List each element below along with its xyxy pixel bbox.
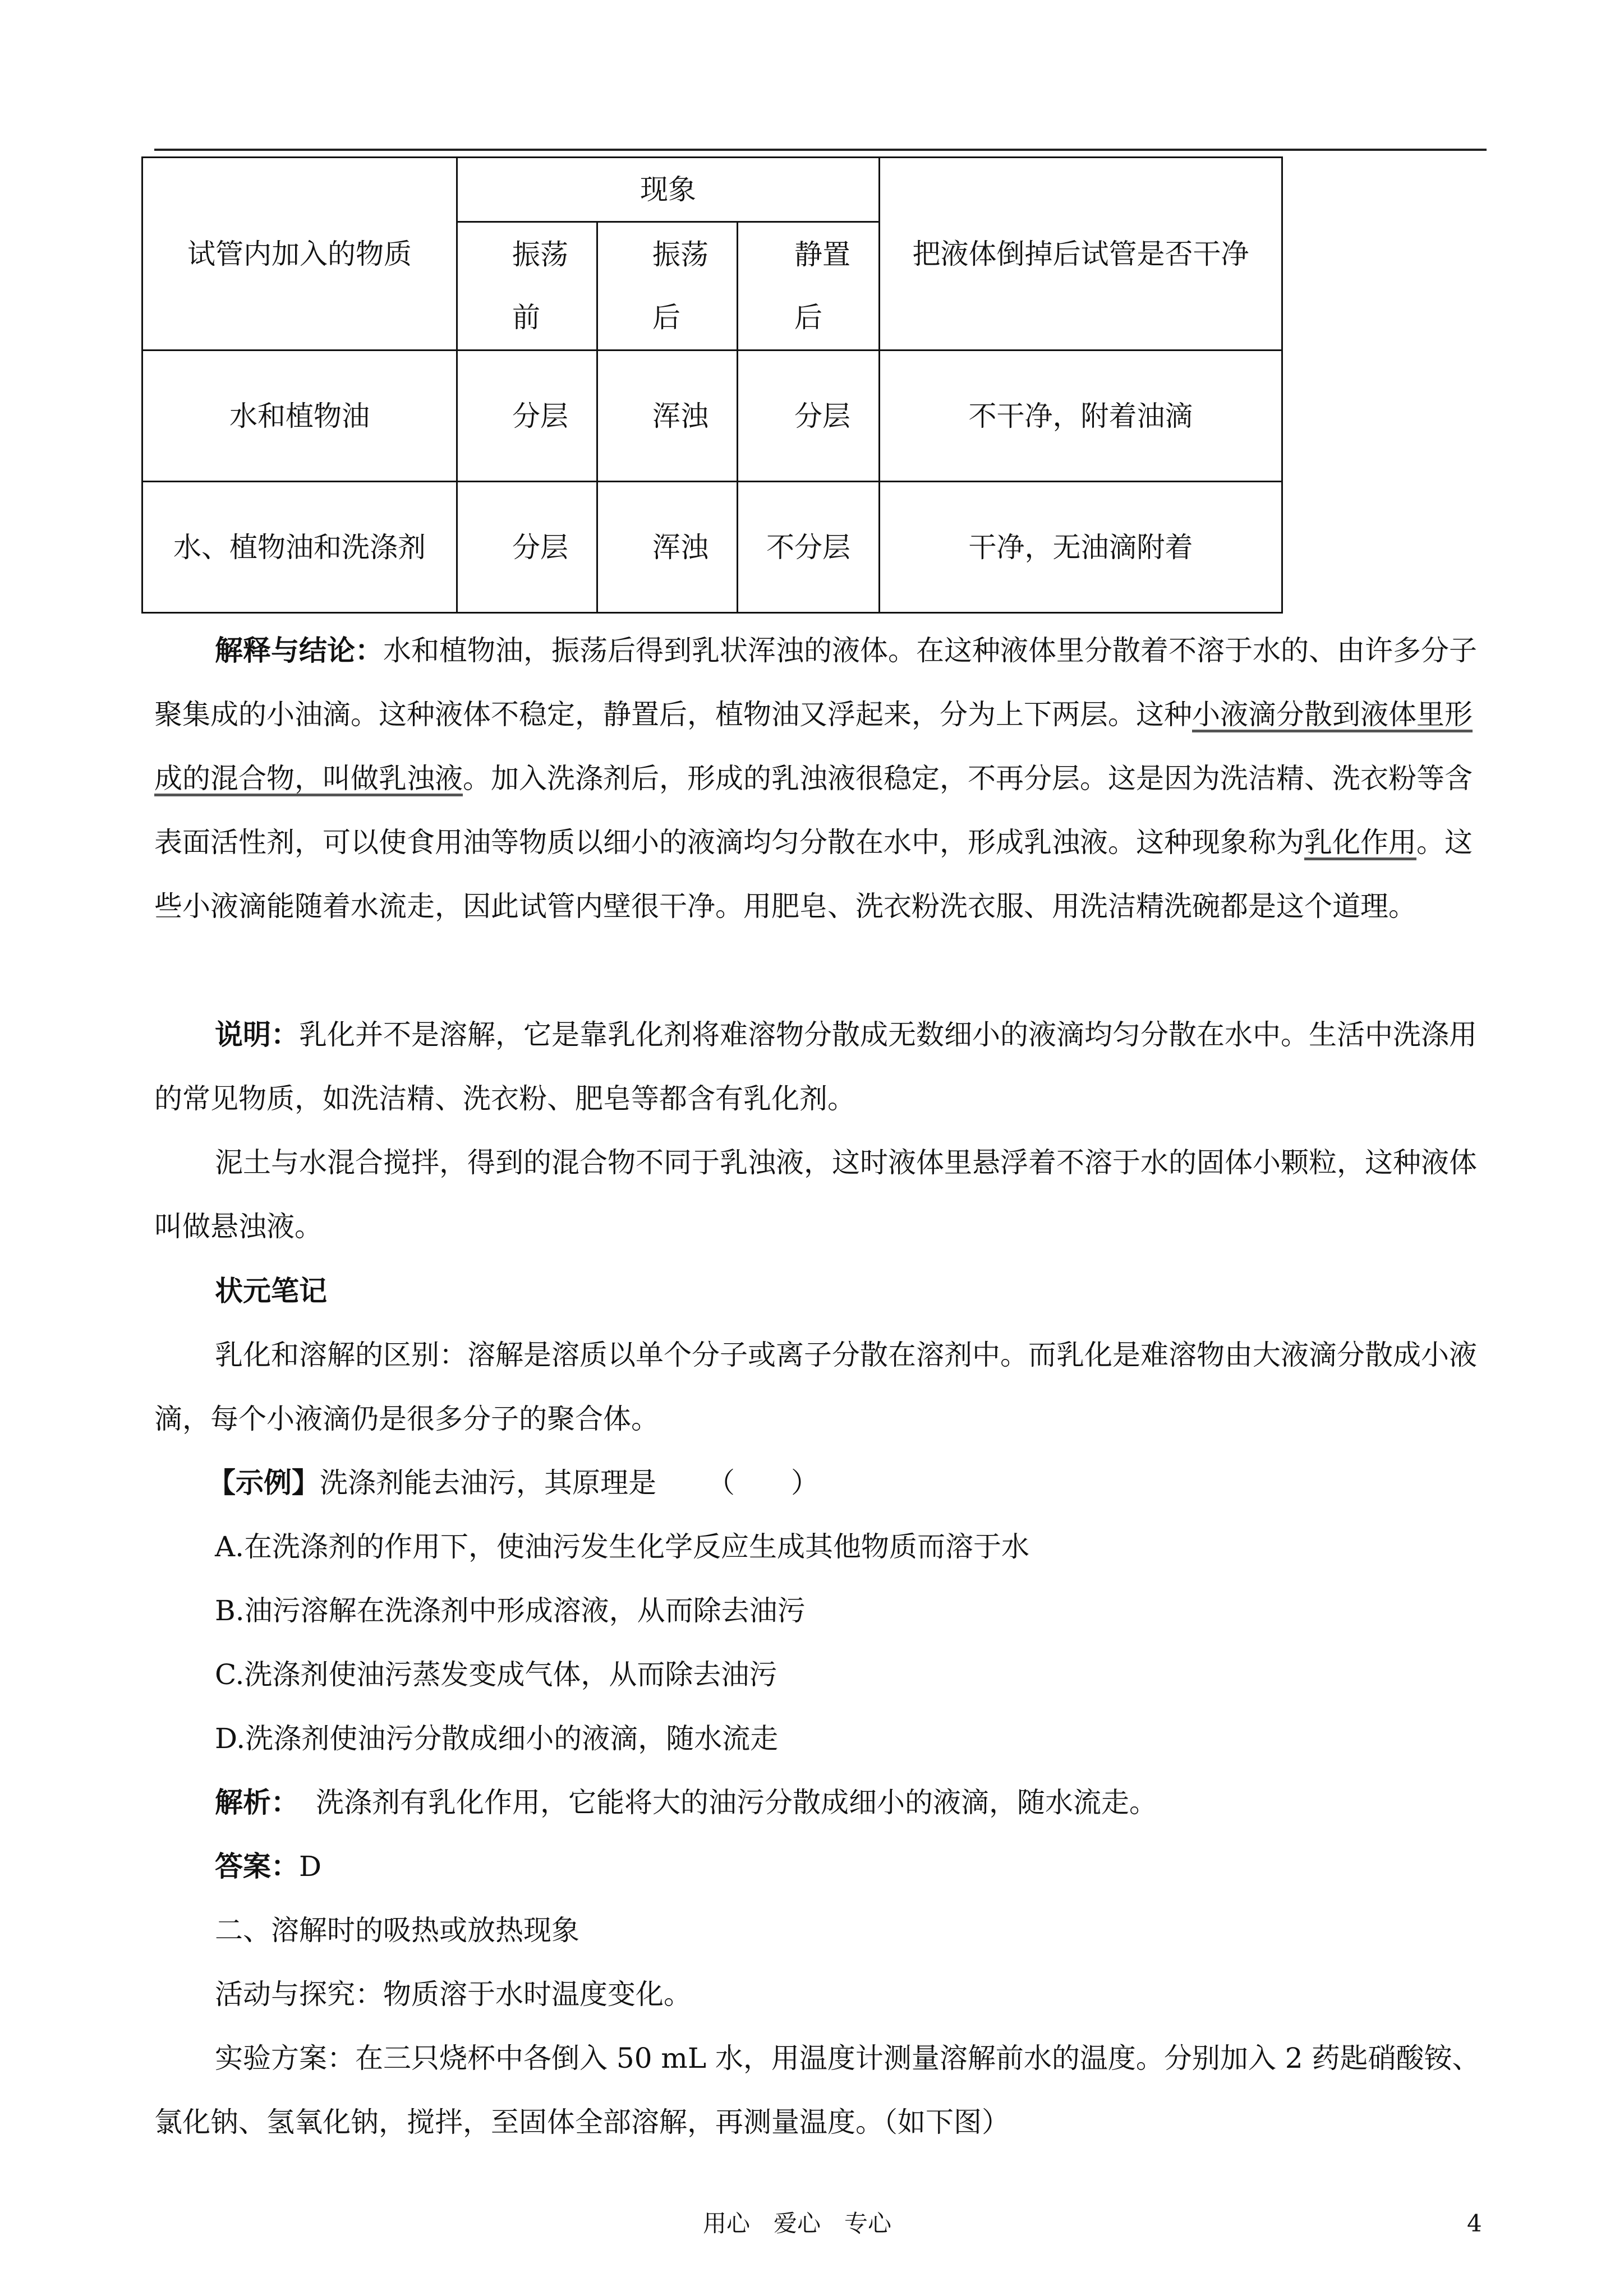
table-row [142, 482, 1282, 613]
note-paragraph: 说明：乳化并不是溶解，它是靠乳化剂将难溶物分散成无数细小的液滴均匀分散在水中。生活中洗涤用的常见物质，如洗洁精、洗衣粉、肥皂等都含有乳化剂。 [154, 1018, 1477, 1115]
option-d: D.洗涤剂使油污分散成细小的液滴，随水流走 [215, 1722, 779, 1755]
notes-paragraph: 乳化和溶解的区别：溶解是溶质以单个分子或离子分散在溶剂中。而乳化是难溶物由大液滴分散成小液滴，每个小液滴仍是很多分子的聚合体。 [154, 1339, 1477, 1435]
cell-after: 浑浊 [597, 351, 738, 482]
option-a: A.在洗涤剂的作用下，使油污发生化学反应生成其他物质而溶于水 [215, 1530, 1030, 1563]
plan-paragraph: 实验方案：在三只烧杯中各倒入 50 mL 水，用温度计测量溶解前水的温度。分别加入 2 药匙硝酸铵、氯化钠、氢氧化钠，搅拌，至固体全部溶解，再测量温度。（如下图） [154, 2042, 1480, 2138]
cell-substance: 水、植物油和洗涤剂 [142, 482, 457, 613]
header-before: 振荡前 [457, 222, 597, 351]
page-number: 4 [1467, 2210, 1482, 2237]
note-label: 说明： [215, 1018, 299, 1051]
explanation-paragraph: 解释与结论：水和植物油，振荡后得到乳状浑浊的液体。在这种液体里分散着不溶于水的、由许多分子聚集成的小油滴。这种液体不稳定，静置后，植物油又浮起来，分为上下两层。这种小液滴分散到液体里形成的混合物，叫做乳浊液。加入洗涤剂后，形成的乳浊液很稳定，不再分层。这是因为洗洁精、洗衣粉等含表面活性剂，可以使食用油等物质以细小的液滴均匀分散在水中，形成乳浊液。这种现象称为乳化作用。这些小液滴能随着水流走，因此试管内壁很干净。用肥皂、洗衣粉洗衣服、用洗洁精洗碗都是这个道理。 [154, 634, 1477, 923]
emulsion-definition: 小液滴分散到液体里形成的混合物，叫做乳浊液 [154, 698, 1473, 795]
cell-after: 浑浊 [597, 482, 738, 613]
answer: 答案：D [215, 1850, 322, 1883]
notes-title: 状元笔记 [215, 1274, 327, 1307]
activity: 活动与探究：物质溶于水时温度变化。 [215, 1978, 692, 2011]
header-settled: 静置后 [738, 222, 880, 351]
table-row [142, 351, 1282, 482]
explanation-label: 解释与结论： [215, 634, 383, 667]
header-phenomenon: 现象 [457, 158, 880, 222]
header-clean: 把液体倒掉后试管是否干净 [880, 158, 1282, 351]
header-after: 振荡后 [597, 222, 738, 351]
cell-settled: 分层 [738, 351, 880, 482]
analysis: 解析： 洗涤剂有乳化作用，它能将大的油污分散成细小的液滴，随水流走。 [215, 1786, 1157, 1819]
experiment-table [141, 156, 1283, 614]
option-b: B.油污溶解在洗涤剂中形成溶液，从而除去油污 [215, 1594, 806, 1627]
header-rule [154, 149, 1487, 151]
example-question: 【示例】洗涤剂能去油污，其原理是 （ ） [208, 1466, 819, 1499]
cell-substance: 水和植物油 [142, 351, 457, 482]
cell-clean: 干净，无油滴附着 [880, 482, 1282, 613]
option-c: C.洗涤剂使油污蒸发变成气体，从而除去油污 [215, 1658, 778, 1691]
cell-before: 分层 [457, 351, 597, 482]
suspension-paragraph: 泥土与水混合搅拌，得到的混合物不同于乳浊液，这时液体里悬浮着不溶于水的固体小颗粒，这种液体叫做悬浊液。 [154, 1146, 1477, 1243]
header-substance: 试管内加入的物质 [142, 158, 457, 351]
cell-clean: 不干净，附着油滴 [880, 351, 1282, 482]
cell-settled: 不分层 [738, 482, 880, 613]
cell-before: 分层 [457, 482, 597, 613]
section-2-title: 二、溶解时的吸热或放热现象 [215, 1914, 579, 1947]
footer-motto: 用心 爱心 专心 [703, 2210, 892, 2237]
emulsification-term: 乳化作用 [1304, 826, 1416, 859]
